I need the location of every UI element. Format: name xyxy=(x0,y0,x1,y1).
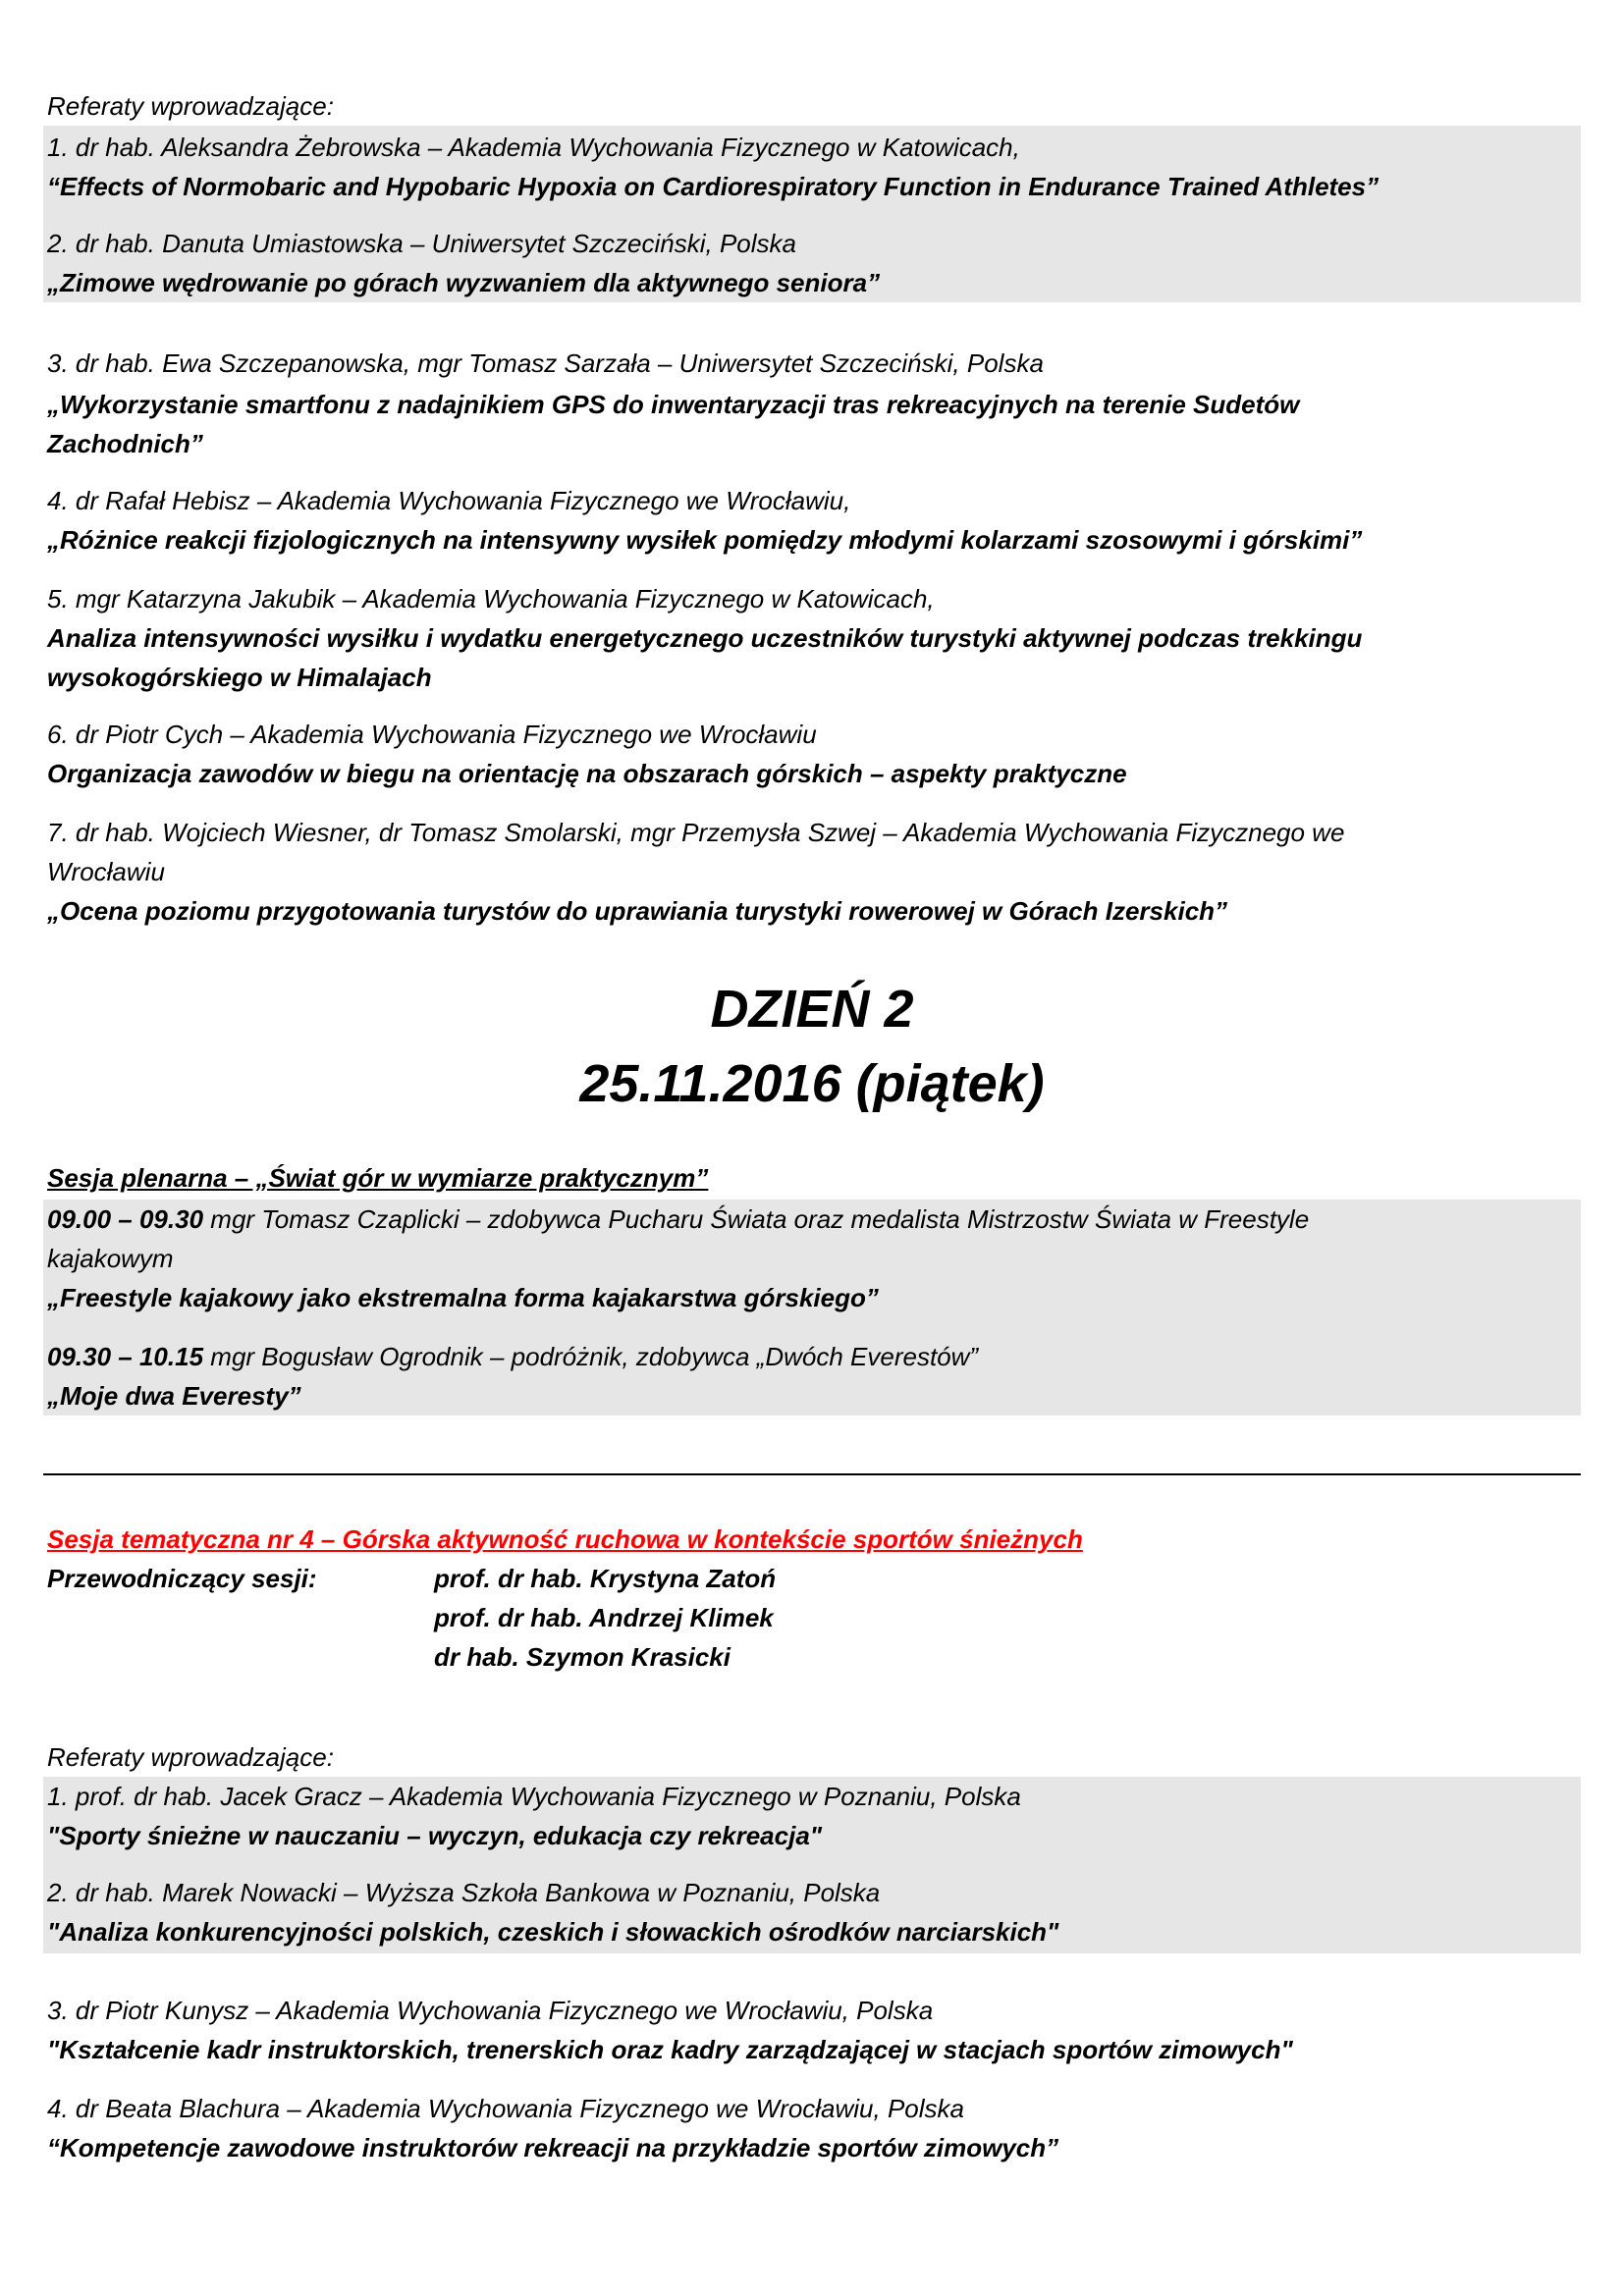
speaker-line: 3. dr hab. Ewa Szczepanowska, mgr Tomasz Sarzała – Uniwersytet Szczeciński, Polska xyxy=(47,348,1044,378)
thematic-session-heading: Sesja tematyczna nr 4 – Górska aktywność ruchowa w kontekście sportów śnieżnych xyxy=(47,1524,1083,1554)
speaker-line: 4. dr Rafał Hebisz – Akademia Wychowania Fizycznego we Wrocławiu, xyxy=(47,486,851,515)
paper-title: “Kompetencje zawodowe instruktorów rekreacji na przykładzie sportów zimowych” xyxy=(47,2133,1059,2163)
intro-label: Referaty wprowadzające: xyxy=(47,1742,334,1772)
chair-name: dr hab. Szymon Krasicki xyxy=(434,1642,731,1672)
day-title: DZIEŃ 2 xyxy=(710,980,914,1039)
speaker-line-continued: kajakowym xyxy=(47,1244,174,1273)
chair-name: prof. dr hab. Krystyna Zatoń xyxy=(434,1564,777,1593)
time-slot: 09.30 – 10.15 xyxy=(47,1342,204,1371)
paper-title: Organizacja zawodów w biegu na orientację na obszarach górskich – aspekty praktyczne xyxy=(47,759,1127,788)
speaker-line-continued: Wrocławiu xyxy=(47,857,165,886)
intro-label: Referaty wprowadzające: xyxy=(47,91,334,121)
day-date: 25.11.2016 (piątek) xyxy=(579,1054,1045,1113)
paper-title: „Freestyle kajakowy jako ekstremalna forma kajakarstwa górskiego” xyxy=(47,1283,879,1312)
paper-title: „Zimowe wędrowanie po górach wyzwaniem dla aktywnego seniora” xyxy=(47,268,881,297)
speaker-line: 5. mgr Katarzyna Jakubik – Akademia Wychowania Fizycznego w Katowicach, xyxy=(47,584,935,614)
chairs-label: Przewodniczący sesji: xyxy=(47,1564,317,1593)
paper-title: Analiza intensywności wysiłku i wydatku energetycznego uczestników turystyki aktywnej podczas trekkingu xyxy=(47,623,1363,653)
chair-name: prof. dr hab. Andrzej Klimek xyxy=(434,1603,774,1632)
paper-title: „Ocena poziomu przygotowania turystów do uprawiania turystyki rowerowej w Górach Izerskich” xyxy=(47,896,1228,926)
speaker-line: 7. dr hab. Wojciech Wiesner, dr Tomasz Smolarski, mgr Przemysła Szwej – Akademia Wychowania Fizycznego we xyxy=(47,818,1345,847)
paper-title: „Moje dwa Everesty” xyxy=(47,1381,301,1411)
speaker-line: mgr Bogusław Ogrodnik – podróżnik, zdobywca „Dwóch Everestów” xyxy=(210,1342,979,1371)
speaker-line: 2. dr hab. Marek Nowacki – Wyższa Szkoła Bankowa w Poznaniu, Polska xyxy=(47,1878,881,1907)
speaker-line: 2. dr hab. Danuta Umiastowska – Uniwersytet Szczeciński, Polska xyxy=(47,229,796,258)
paper-title: „Różnice reakcji fizjologicznych na intensywny wysiłek pomiędzy młodymi kolarzami szosowymi i górskimi” xyxy=(47,525,1363,555)
plenary-item xyxy=(47,1337,1581,1376)
plenary-item xyxy=(47,1200,1581,1239)
paper-title: "Analiza konkurencyjności polskich, czeskich i słowackich ośrodków narciarskich" xyxy=(47,1917,1059,1947)
speaker-line: 6. dr Piotr Cych – Akademia Wychowania Fizycznego we Wrocławiu xyxy=(47,720,817,749)
plenary-session-heading: Sesja plenarna – „Świat gór w wymiarze praktycznym” xyxy=(47,1163,709,1193)
time-slot: 09.00 – 09.30 xyxy=(47,1204,204,1234)
section-divider xyxy=(43,1473,1581,1475)
speaker-line: 1. prof. dr hab. Jacek Gracz – Akademia Wychowania Fizycznego w Poznaniu, Polska xyxy=(47,1782,1021,1811)
speaker-line: 4. dr Beata Blachura – Akademia Wychowania Fizycznego we Wrocławiu, Polska xyxy=(47,2094,965,2123)
speaker-line: mgr Tomasz Czaplicki – zdobywca Pucharu Świata oraz medalista Mistrzostw Świata w Freestyle xyxy=(210,1204,1310,1234)
paper-title: "Kształcenie kadr instruktorskich, trenerskich oraz kadry zarządzającej w stacjach sportów zimowych" xyxy=(47,2035,1293,2064)
paper-title-continued: wysokogórskiego w Himalajach xyxy=(47,663,432,692)
speaker-line: 3. dr Piotr Kunysz – Akademia Wychowania Fizycznego we Wrocławiu, Polska xyxy=(47,1996,934,2025)
paper-title-continued: Zachodnich” xyxy=(47,429,203,458)
speaker-line: 1. dr hab. Aleksandra Żebrowska – Akademia Wychowania Fizycznego w Katowicach, xyxy=(47,133,1020,162)
paper-title: “Effects of Normobaric and Hypobaric Hypoxia on Cardiorespiratory Function in Endurance Trained Athletes” xyxy=(47,172,1380,201)
paper-title: „Wykorzystanie smartfonu z nadajnikiem GPS do inwentaryzacji tras rekreacyjnych na terenie Sudetów xyxy=(47,390,1300,419)
paper-title: "Sporty śnieżne w nauczaniu – wyczyn, edukacja czy rekreacja" xyxy=(47,1821,823,1850)
